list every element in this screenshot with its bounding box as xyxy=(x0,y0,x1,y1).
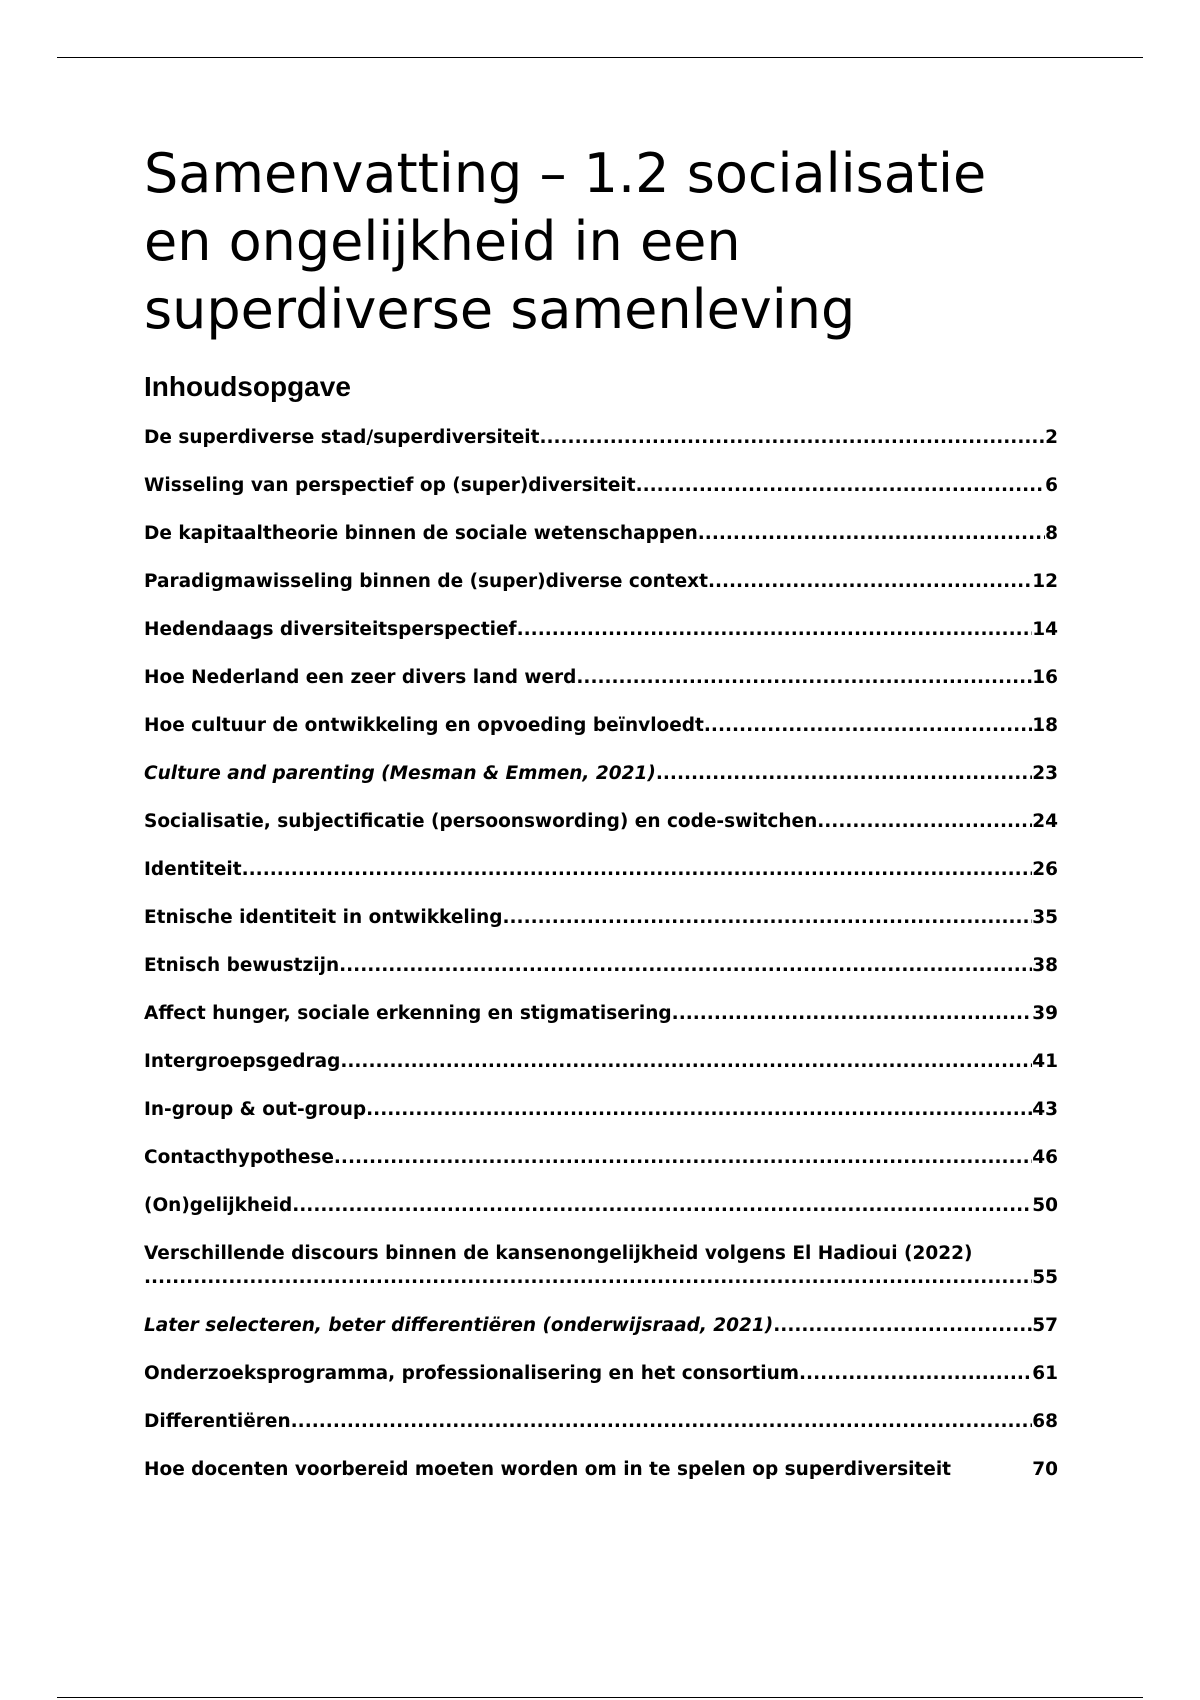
toc-entry-page: 38 xyxy=(1032,955,1058,976)
toc-entry-page: 46 xyxy=(1032,1147,1058,1168)
toc-leader-dots xyxy=(517,618,1033,642)
toc-entry-label: Contacthypothese xyxy=(144,1147,334,1168)
page-content xyxy=(144,140,1058,1506)
toc-entry[interactable] xyxy=(144,1410,1058,1434)
toc-entry-label: Affect hunger, sociale erkenning en stigmatisering xyxy=(144,1003,672,1024)
toc-entry-label: Hoe Nederland een zeer divers land werd xyxy=(144,667,577,688)
toc-entry-label: Identiteit xyxy=(144,859,242,880)
toc-entry[interactable] xyxy=(144,714,1058,738)
toc-entry-page: 55 xyxy=(1032,1267,1058,1288)
toc-entry[interactable] xyxy=(144,1194,1058,1218)
toc-entry[interactable] xyxy=(144,1146,1058,1170)
toc-leader-dots xyxy=(334,1146,1032,1170)
toc-entry[interactable] xyxy=(144,666,1058,690)
toc-entry[interactable] xyxy=(144,1002,1058,1026)
toc-leader-dots xyxy=(366,1098,1032,1122)
toc-entry-continuation xyxy=(144,1266,1058,1290)
toc-entry-page: 2 xyxy=(1045,427,1058,448)
toc-entry[interactable] xyxy=(144,618,1058,642)
toc-entry-label: De superdiverse stad/superdiversiteit xyxy=(144,427,540,448)
toc-entry-page: 16 xyxy=(1032,667,1058,688)
toc-entry-label: In-group & out-group xyxy=(144,1099,367,1120)
toc-entry[interactable] xyxy=(144,570,1058,594)
toc-entry-label: Etnische identiteit in ontwikkeling xyxy=(144,907,503,928)
toc-entry-page: 39 xyxy=(1032,1003,1058,1024)
toc-leader-dots xyxy=(539,426,1045,450)
toc-entry-label: Differentiëren xyxy=(144,1411,291,1432)
toc-entry-page: 43 xyxy=(1032,1099,1058,1120)
toc-entry[interactable] xyxy=(144,858,1058,882)
toc-leader-dots xyxy=(672,1002,1033,1026)
toc-leader-dots xyxy=(817,810,1032,834)
toc-entry-label: Etnisch bewustzijn xyxy=(144,955,340,976)
toc-entry-label: Wisseling van perspectief op (super)diversiteit xyxy=(144,475,636,496)
toc-entry-label: Verschillende discours binnen de kansenongelijkheid volgens El Hadioui (2022) xyxy=(144,1243,973,1264)
toc-entry-page: 26 xyxy=(1032,859,1058,880)
toc-leader-dots xyxy=(799,1362,1032,1386)
toc-entry-label: Hoe cultuur de ontwikkeling en opvoeding beïnvloedt xyxy=(144,715,704,736)
toc-entry-page: 18 xyxy=(1032,715,1058,736)
toc-entry-page: 14 xyxy=(1032,619,1058,640)
toc-entry-page: 24 xyxy=(1032,811,1058,832)
footer-rule xyxy=(57,1697,1143,1698)
toc-leader-dots xyxy=(292,1194,1032,1218)
toc-entry-label: Hedendaags diversiteitsperspectief xyxy=(144,619,517,640)
toc-entry-label: Intergroepsgedrag xyxy=(144,1051,341,1072)
toc-entry[interactable] xyxy=(144,1050,1058,1074)
toc-entry[interactable] xyxy=(144,1098,1058,1122)
toc-entry-label: Later selecteren, beter differentiëren (onderwijsraad, 2021) xyxy=(144,1315,774,1336)
toc-leader-dots xyxy=(636,474,1046,498)
toc-leader-dots xyxy=(339,954,1032,978)
toc-entry-page: 8 xyxy=(1045,523,1058,544)
toc-leader-dots xyxy=(656,762,1032,786)
toc-entry-page: 35 xyxy=(1032,907,1058,928)
toc-entry[interactable] xyxy=(144,1314,1058,1338)
toc-entry-label: Culture and parenting (Mesman & Emmen, 2021) xyxy=(144,763,656,784)
toc-entry-label: (On)gelijkheid xyxy=(144,1195,293,1216)
toc-entry-label: Paradigmawisseling binnen de (super)diverse context xyxy=(144,571,708,592)
toc-entry[interactable] xyxy=(144,1362,1058,1386)
toc-entry-page: 12 xyxy=(1032,571,1058,592)
header-rule xyxy=(57,57,1143,58)
toc-leader-dots xyxy=(340,1050,1032,1074)
toc-entry[interactable] xyxy=(144,1458,1058,1482)
toc-leader-dots xyxy=(773,1314,1032,1338)
toc-entry-label: Socialisatie, subjectificatie (persoonswording) en code-switchen xyxy=(144,811,818,832)
toc-entry[interactable] xyxy=(144,1242,1058,1290)
toc-leader-dots xyxy=(503,906,1033,930)
toc-leader-dots xyxy=(242,858,1033,882)
toc-entry-page: 50 xyxy=(1032,1195,1058,1216)
toc-entry-label: Hoe docenten voorbereid moeten worden om in te spelen op superdiversiteit xyxy=(144,1459,952,1480)
toc-entry-page: 68 xyxy=(1032,1411,1058,1432)
toc-entry-page: 61 xyxy=(1032,1363,1058,1384)
toc-entry[interactable] xyxy=(144,474,1058,498)
toc-leader-dots xyxy=(704,714,1032,738)
toc-entry[interactable] xyxy=(144,522,1058,546)
toc-entry-page: 23 xyxy=(1032,763,1058,784)
toc-entry-page: 41 xyxy=(1032,1051,1058,1072)
toc-entry[interactable] xyxy=(144,810,1058,834)
toc-entry-label: De kapitaaltheorie binnen de sociale wetenschappen xyxy=(144,523,698,544)
document-title: Samenvatting – 1.2 socialisatie en ongelijkheid in een superdiverse samenleving xyxy=(144,142,987,341)
toc-entry-label: Onderzoeksprogramma, professionalisering en het consortium xyxy=(144,1363,800,1384)
toc-entry-page: 57 xyxy=(1032,1315,1058,1336)
toc-leader-dots xyxy=(291,1410,1033,1434)
toc-entry[interactable] xyxy=(144,762,1058,786)
toc-leader-dots xyxy=(144,1266,1032,1290)
toc-entry[interactable] xyxy=(144,426,1058,450)
toc-entry[interactable] xyxy=(144,906,1058,930)
toc-entry-page: 6 xyxy=(1045,475,1058,496)
toc-entry[interactable] xyxy=(144,954,1058,978)
toc-heading: Inhoudsopgave xyxy=(144,371,351,402)
toc-leader-dots xyxy=(576,666,1032,690)
toc-leader-dots xyxy=(698,522,1045,546)
table-of-contents xyxy=(144,426,1058,1482)
toc-entry-page: 70 xyxy=(1032,1459,1058,1480)
toc-leader-dots xyxy=(708,570,1032,594)
